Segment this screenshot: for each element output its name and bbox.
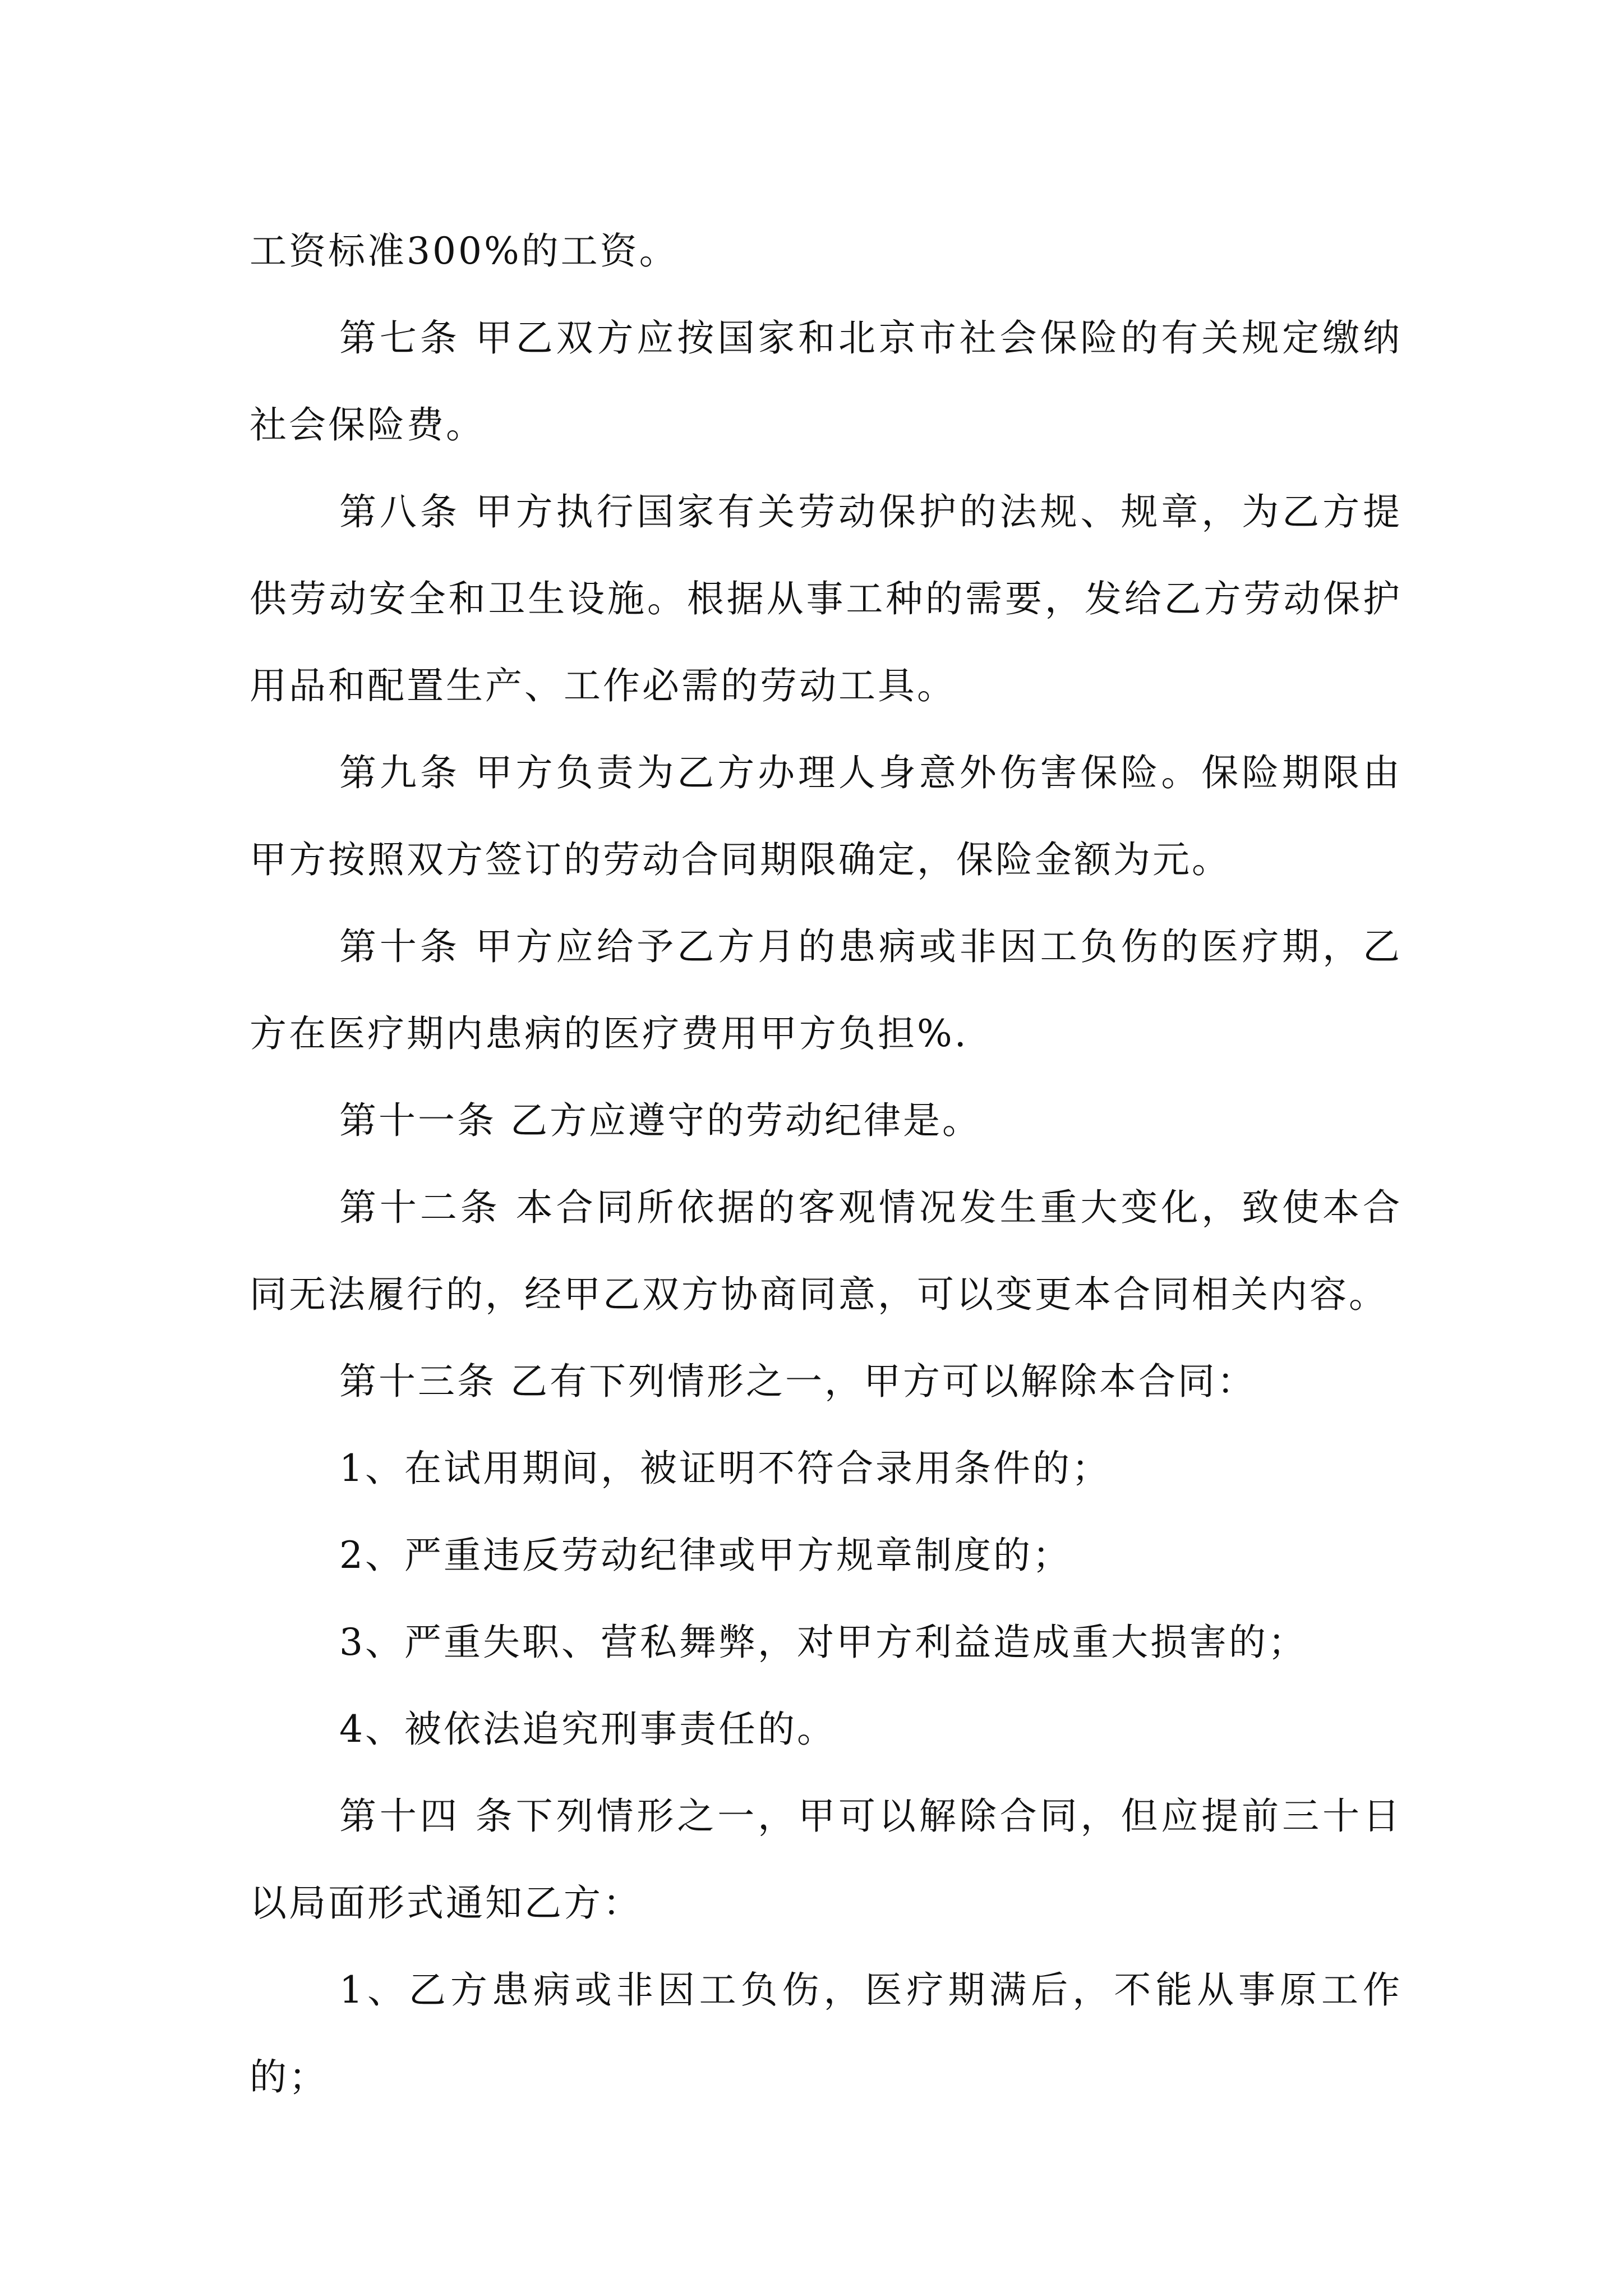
list-item-13-1: 1、在试用期间，被证明不符合录用条件的； bbox=[339, 1447, 1111, 1490]
paragraph-article-9: 第九条 甲方负责为乙方办理人身意外伤害保险。保险期限由甲方按照双方签订的劳动合同期限确定，保险金额为元。 bbox=[250, 751, 1402, 881]
list-item-13-3: 3、严重失职、营私舞弊，对甲方利益造成重大损害的； bbox=[339, 1621, 1307, 1664]
paragraph-article-13: 第十三条 乙有下列情形之一，甲方可以解除本合同： bbox=[339, 1360, 1256, 1403]
paragraph-article-10: 第十条 甲方应给予乙方月的患病或非因工负伤的医疗期，乙方在医疗期内患病的医疗费用甲方负担%. bbox=[250, 925, 1402, 1055]
paragraph-article-11: 第十一条 乙方应遵守的劳动纪律是。 bbox=[339, 1099, 981, 1142]
list-item-13-2: 2、严重违反劳动纪律或甲方规章制度的； bbox=[339, 1534, 1072, 1577]
document-body bbox=[250, 208, 1402, 2120]
paragraph-article-8: 第八条 甲方执行国家有关劳动保护的法规、规章，为乙方提供劳动安全和卫生设施。根据从事工种的需要，发给乙方劳动保护用品和配置生产、工作必需的劳动工具。 bbox=[250, 490, 1402, 707]
paragraph-article-7: 第七条 甲乙双方应按国家和北京市社会保险的有关规定缴纳社会保险费。 bbox=[250, 316, 1402, 447]
list-item-13-4: 4、被依法追究刑事责任的。 bbox=[339, 1708, 836, 1751]
paragraph-wage-continuation: 工资标准300%的工资。 bbox=[250, 229, 679, 273]
paragraph-article-14: 第十四 条下列情形之一，甲可以解除合同，但应提前三十日以局面形式通知乙方： bbox=[250, 1795, 1402, 1925]
paragraph-article-12: 第十二条 本合同所依据的客观情况发生重大变化，致使本合同无法履行的，经甲乙双方协商同意，可以变更本合同相关内容。 bbox=[250, 1186, 1402, 1316]
list-item-14-1: 1、乙方患病或非因工负伤，医疗期满后，不能从事原工作的； bbox=[250, 1968, 1402, 2099]
